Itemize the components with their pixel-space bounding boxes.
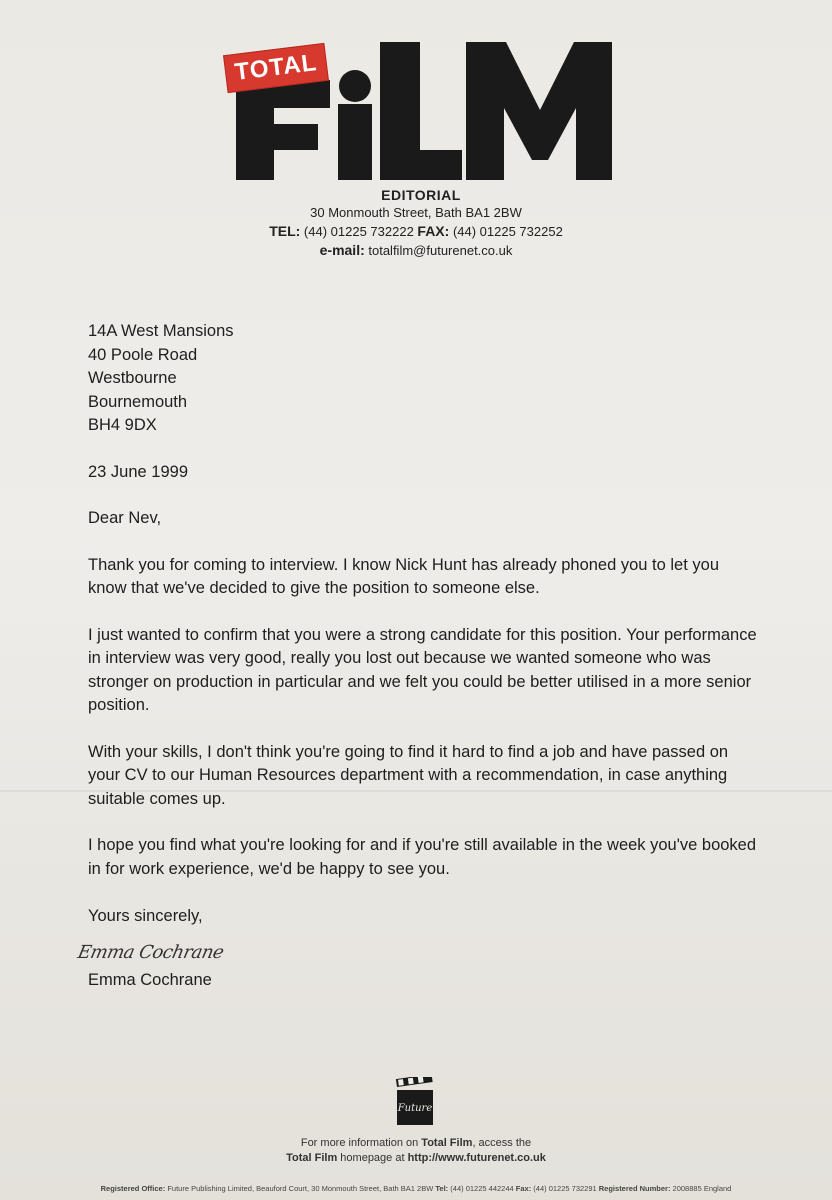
fax-label: FAX: [417,223,450,239]
footer-text: , access the [472,1137,532,1149]
future-clapperboard-logo [395,1077,435,1127]
signature-script: Emma Cochrane [75,941,226,963]
address-line: Bournemouth [88,392,188,411]
email-label: e-mail: [319,242,365,258]
letterhead-contact [0,186,832,260]
letter-body [75,320,758,992]
footer-brand: Total Film [421,1137,473,1149]
total-badge: TOTAL [223,43,329,93]
footer-text: For more information on [300,1137,419,1149]
paragraph: Thank you for coming to interview. I know Nick Hunt has already phoned you to let you know that we've decided to give the position to someone else. [88,555,720,597]
tel-value: (44) 01225 732222 [303,224,414,239]
letter-date: 23 June 1999 [88,462,189,481]
signer-name: Emma Cochrane [88,970,212,989]
registered-office-line [0,1183,832,1195]
reg-fax-value: (44) 01225 732291 [533,1184,597,1193]
reg-tel-value: (44) 01225 442244 [450,1184,514,1193]
closing: Yours sincerely, [88,907,203,925]
footer [0,1136,832,1195]
footer-url[interactable]: http://www.futurenet.co.uk [407,1152,546,1164]
reg-tel-label: Tel: [435,1184,449,1193]
handwritten-signature [75,935,758,967]
address-line: BH4 9DX [88,416,157,434]
paragraph: I hope you find what you're looking for and if you're still available in the week you've booked in for work experience, we'd be happy to see you. [88,836,757,878]
editorial-address: 30 Monmouth Street, Bath BA1 2BW [310,205,522,220]
total-film-logo [0,0,832,190]
reg-fax-label: Fax: [515,1184,532,1193]
paragraph: I just wanted to confirm that you were a strong candidate for this position. Your performance in interview was very good, really you lost out because we wanted someone who was stronger on production in particular and we felt you could be better utilised in a more senior position. [88,625,757,714]
footer-text: homepage at [340,1152,405,1164]
phone-fax-line [0,222,832,241]
department-title: EDITORIAL [381,187,461,203]
email-value: totalfilm@futurenet.co.uk [368,243,513,258]
reg-number-value: 2008885 England [672,1184,732,1193]
footer-url-line [0,1151,832,1166]
footer-info-line [0,1136,832,1151]
reg-office-value: Future Publishing Limited, Beauford Court, 30 Monmouth Street, Bath BA1 2BW [167,1184,434,1193]
recipient-address [88,320,758,438]
tel-label: TEL: [269,223,301,239]
reg-number-label: Registered Number: [598,1184,671,1193]
salutation: Dear Nev, [88,509,162,527]
email-line [0,241,832,260]
reg-office-label: Registered Office: [100,1184,166,1193]
future-logo-text: Future [397,1103,433,1114]
paragraph: With your skills, I don't think you're going to find it hard to find a job and have passed on your CV to our Human Resources department with a recommendation, in case anything suitable comes up. [88,742,729,808]
footer-brand: Total Film [286,1152,338,1164]
film-wordmark [0,0,832,190]
address-line: 14A West Mansions [88,322,234,340]
address-line: Westbourne [88,369,177,387]
address-line: 40 Poole Road [88,345,198,364]
fax-value: (44) 01225 732252 [452,224,563,239]
